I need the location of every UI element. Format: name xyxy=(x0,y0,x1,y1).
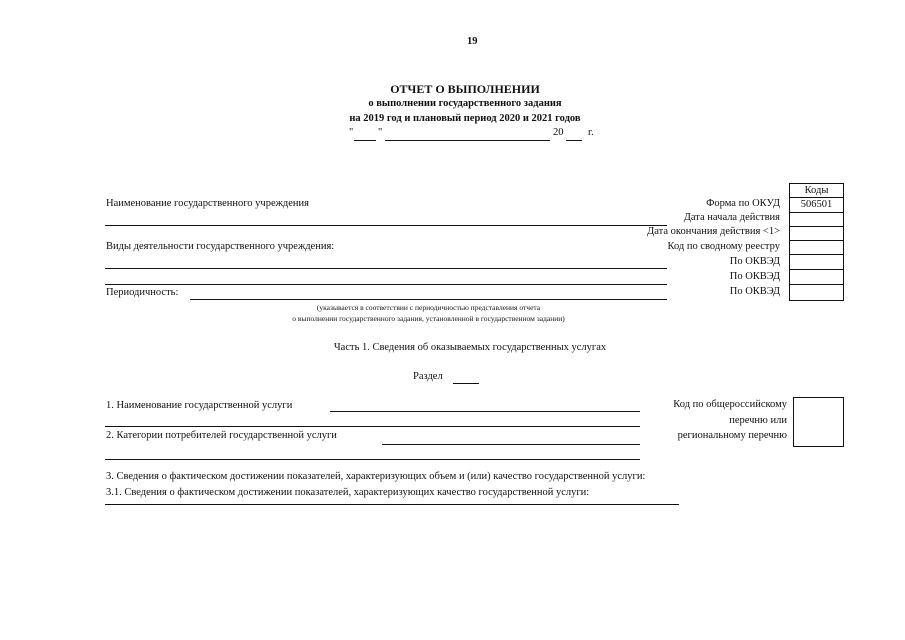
service-name-label: 1. Наименование государственной услуги xyxy=(106,400,293,411)
codes-header: Коды xyxy=(804,185,829,196)
periodicity-blank-line[interactable] xyxy=(190,299,667,300)
date-year-suffix: г. xyxy=(588,127,594,138)
end-date-cell[interactable] xyxy=(789,226,844,241)
okved-label-1: По ОКВЭД xyxy=(729,256,780,267)
registry-code-cell[interactable] xyxy=(789,240,844,255)
activities-blank-line-1[interactable] xyxy=(105,268,667,269)
okud-code-value: 506501 xyxy=(800,199,833,210)
okved-cell-3[interactable] xyxy=(789,284,844,301)
report-subtitle-1: о выполнении государственного задания xyxy=(368,98,562,109)
list-code-label-2: перечню или xyxy=(729,415,787,426)
periodicity-note-2: о выполнении государственного задания, установленной в государственном задании) xyxy=(292,314,565,323)
service-name-blank-2[interactable] xyxy=(105,426,640,427)
start-date-cell[interactable] xyxy=(789,212,844,227)
info-line-3-1: 3.1. Сведения о фактическом достижении показателей, характеризующих качество государственной услуги: xyxy=(106,487,590,498)
okud-label: Форма по ОКУД xyxy=(706,198,780,209)
okved-cell-2[interactable] xyxy=(789,269,844,285)
okud-code-cell xyxy=(789,197,844,213)
list-code-label-1: Код по общероссийскому xyxy=(673,399,787,410)
info-line-3: 3. Сведения о фактическом достижении показателей, характеризующих объем и (или) качество государственной услуги: xyxy=(106,471,646,482)
okved-cell-1[interactable] xyxy=(789,254,844,270)
start-date-label: Дата начала действия xyxy=(683,212,780,223)
date-year-blank[interactable] xyxy=(566,140,582,141)
date-day-blank[interactable] xyxy=(354,140,376,141)
list-code-box[interactable] xyxy=(793,397,844,447)
codes-header-cell xyxy=(789,183,844,198)
registry-label: Код по сводному реестру xyxy=(667,241,780,252)
institution-label: Наименование государственного учреждения xyxy=(106,198,309,209)
section-number-blank[interactable] xyxy=(453,383,479,384)
okved-label-2: По ОКВЭД xyxy=(729,271,780,282)
consumers-blank-1[interactable] xyxy=(382,444,640,445)
okved-label-3: По ОКВЭД xyxy=(729,286,780,297)
page-number: 19 xyxy=(467,36,478,47)
date-quote-open: " xyxy=(349,127,354,138)
date-quote-close: " xyxy=(378,127,383,138)
activities-label: Виды деятельности государственного учреждения: xyxy=(106,241,335,252)
report-title: ОТЧЕТ О ВЫПОЛНЕНИИ xyxy=(390,82,540,96)
consumers-label: 2. Категории потребителей государственной услуги xyxy=(106,430,337,441)
service-name-blank-1[interactable] xyxy=(330,411,640,412)
report-subtitle-2: на 2019 год и плановый период 2020 и 2021 годов xyxy=(349,113,581,124)
date-year-prefix: 20 xyxy=(553,127,564,138)
list-code-label-3: региональному перечню xyxy=(677,430,787,441)
institution-blank-line[interactable] xyxy=(105,225,667,226)
date-month-blank[interactable] xyxy=(385,140,550,141)
section-label: Раздел xyxy=(413,371,443,382)
activities-blank-line-2[interactable] xyxy=(105,284,667,285)
part-title: Часть 1. Сведения об оказываемых государственных услугах xyxy=(333,342,607,353)
end-date-label: Дата окончания действия <1> xyxy=(647,226,780,237)
info-underline xyxy=(105,504,679,505)
periodicity-note-1: (указывается в соответствии с периодичностью представления отчета xyxy=(316,303,541,312)
periodicity-label: Периодичность: xyxy=(106,287,179,298)
consumers-blank-2[interactable] xyxy=(105,459,640,460)
